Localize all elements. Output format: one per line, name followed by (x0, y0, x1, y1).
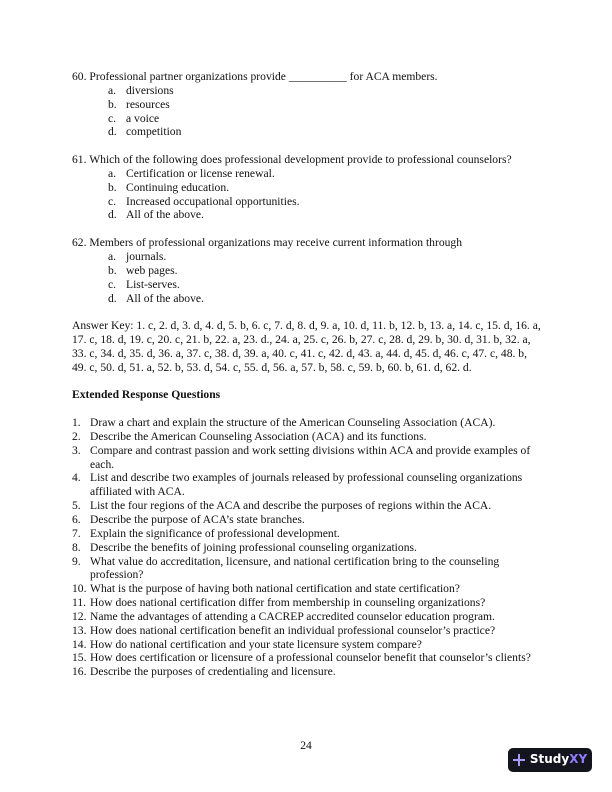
option-text: diversions (126, 83, 174, 97)
option-text: journals. (126, 249, 167, 263)
option-d (72, 125, 542, 139)
option-text: List-serves. (126, 277, 180, 291)
option-letter: b. (108, 180, 117, 194)
item-number: 9. (72, 554, 81, 568)
option-d (72, 208, 542, 222)
question-stem (72, 236, 542, 250)
list-item (72, 638, 542, 652)
item-number: 12. (72, 609, 87, 623)
list-item (72, 471, 542, 499)
item-number: 4. (72, 471, 81, 485)
option-b (72, 264, 542, 278)
item-number: 13. (72, 623, 87, 637)
item-text: Compare and contrast passion and work setting divisions within ACA and provide examples of each. (90, 443, 531, 471)
item-text: What value do accreditation, licensure, and national certification bring to the counseling profession? (90, 554, 500, 582)
item-number: 3. (72, 443, 81, 457)
option-letter: a. (108, 249, 117, 263)
item-text: Name the advantages of attending a CACREP accredited counselor education program. (90, 609, 495, 623)
option-letter: d. (108, 208, 117, 222)
item-text: Describe the purposes of credentialing and licensure. (90, 665, 336, 679)
option-d (72, 292, 542, 306)
question-number: 60. (72, 70, 87, 83)
option-text: All of the above. (126, 291, 204, 305)
item-text: List the four regions of the ACA and describe the purposes of regions within the ACA. (90, 499, 492, 513)
list-item (72, 651, 542, 665)
item-text: Explain the significance of professional development. (90, 526, 340, 540)
question-60 (72, 70, 542, 139)
item-text: List and describe two examples of journals released by professional counseling organizations affiliated with ACA. (90, 471, 523, 499)
document-page (72, 70, 542, 679)
question-number: 61. (72, 153, 87, 167)
item-number: 5. (72, 499, 81, 513)
list-item (72, 527, 542, 541)
list-item (72, 513, 542, 527)
plus-icon (513, 754, 525, 766)
list-item (72, 555, 542, 583)
option-text: resources (126, 97, 170, 111)
option-text: a voice (126, 111, 160, 125)
item-number: 11. (72, 596, 87, 610)
option-list (72, 250, 542, 305)
option-b (72, 98, 542, 112)
option-letter: a. (108, 166, 117, 180)
option-text: Increased occupational opportunities. (126, 194, 300, 208)
page-number: 24 (300, 739, 312, 752)
extended-response-list (72, 416, 542, 679)
option-letter: d. (108, 125, 117, 139)
item-text: Draw a chart and explain the structure of the American Counseling Association (ACA). (90, 416, 496, 430)
question-text: Members of professional organizations may receive current information through (89, 236, 463, 250)
question-text: Which of the following does professional development provide to professional counselors? (89, 153, 512, 167)
item-text: How does certification or licensure of a professional counselor benefit that counselor’s clients? (90, 651, 531, 665)
option-letter: c. (108, 194, 117, 208)
item-text: How does national certification benefit an individual professional counselor’s practice? (90, 623, 496, 637)
item-number: 2. (72, 429, 81, 443)
option-c (72, 195, 542, 209)
option-c (72, 112, 542, 126)
option-text: All of the above. (126, 208, 204, 222)
item-text: Describe the purpose of ACA’s state branches. (90, 513, 305, 526)
option-list (72, 167, 542, 222)
option-text: Continuing education. (126, 180, 230, 194)
option-text: web pages. (126, 263, 178, 277)
option-a (72, 250, 542, 264)
list-item (72, 665, 542, 679)
list-item (72, 499, 542, 513)
question-61 (72, 153, 542, 222)
question-stem (72, 153, 542, 167)
list-item (72, 416, 542, 430)
item-text: How do national certification and your state licensure system compare? (90, 637, 422, 651)
studyxy-watermark-badge[interactable] (508, 748, 592, 772)
brand-accent: XY (569, 752, 588, 767)
option-a (72, 84, 542, 98)
list-item (72, 610, 542, 624)
list-item (72, 582, 542, 596)
item-number: 10. (72, 582, 87, 596)
answer-key-text: 1. c, 2. d, 3. d, 4. d, 5. b, 6. c, 7. d, 8. d, 9. a, 10. d, 11. b, 12. b, 13. a, 14. c, 15. d, 16. a, 17. c, 18. d, 19. c, 20. c, 21. b, 22. a, 23. d., 24. a, 25. c, 26. b, 27. c, 28. d, 29. b, 30. d, 31. b, 32. a, 33. c, 34. d, 35. d, 36. a, 37. c, 38. d, 39. a, 40. c, 41. c, 42. d, 43. a, 44. d, 45. d, 46. c, 47. c, 48. b, 49. c, 50. d, 51. a, 52. b, 53. d, 54. c, 55. d, 56. a, 57. b, 58. c, 59. b, 60. b, 61. d, 62. d. (72, 319, 541, 374)
option-letter: c. (108, 277, 117, 291)
brand-name (530, 753, 587, 767)
item-number: 16. (72, 665, 87, 679)
answer-key-label: Answer Key: (72, 319, 134, 333)
list-item (72, 624, 542, 638)
option-c (72, 278, 542, 292)
question-62 (72, 236, 542, 305)
item-number: 15. (72, 651, 87, 665)
option-text: competition (126, 125, 182, 139)
item-number: 7. (72, 526, 81, 540)
question-text: Professional partner organizations provide __________ for ACA members. (89, 70, 438, 83)
item-text: What is the purpose of having both national certification and state certification? (90, 582, 460, 596)
question-stem (72, 70, 542, 84)
item-number: 8. (72, 540, 81, 554)
answer-key (72, 319, 542, 374)
option-b (72, 181, 542, 195)
item-text: How does national certification differ from membership in counseling organizations? (90, 596, 486, 610)
list-item (72, 596, 542, 610)
item-text: Describe the benefits of joining professional counseling organizations. (90, 540, 417, 554)
option-letter: b. (108, 97, 117, 111)
option-list (72, 84, 542, 139)
list-item (72, 541, 542, 555)
option-letter: a. (108, 83, 117, 97)
option-letter: d. (108, 291, 117, 305)
item-number: 6. (72, 513, 81, 526)
brand-main: Study (529, 752, 570, 767)
item-number: 1. (72, 416, 81, 430)
option-letter: c. (108, 111, 117, 125)
list-item (72, 430, 542, 444)
option-a (72, 167, 542, 181)
option-letter: b. (108, 263, 117, 277)
item-number: 14. (72, 637, 87, 651)
item-text: Describe the American Counseling Association (ACA) and its functions. (90, 429, 427, 443)
list-item (72, 444, 542, 472)
option-text: Certification or license renewal. (126, 166, 275, 180)
extended-response-heading: Extended Response Questions (72, 388, 221, 402)
question-number: 62. (72, 236, 87, 250)
